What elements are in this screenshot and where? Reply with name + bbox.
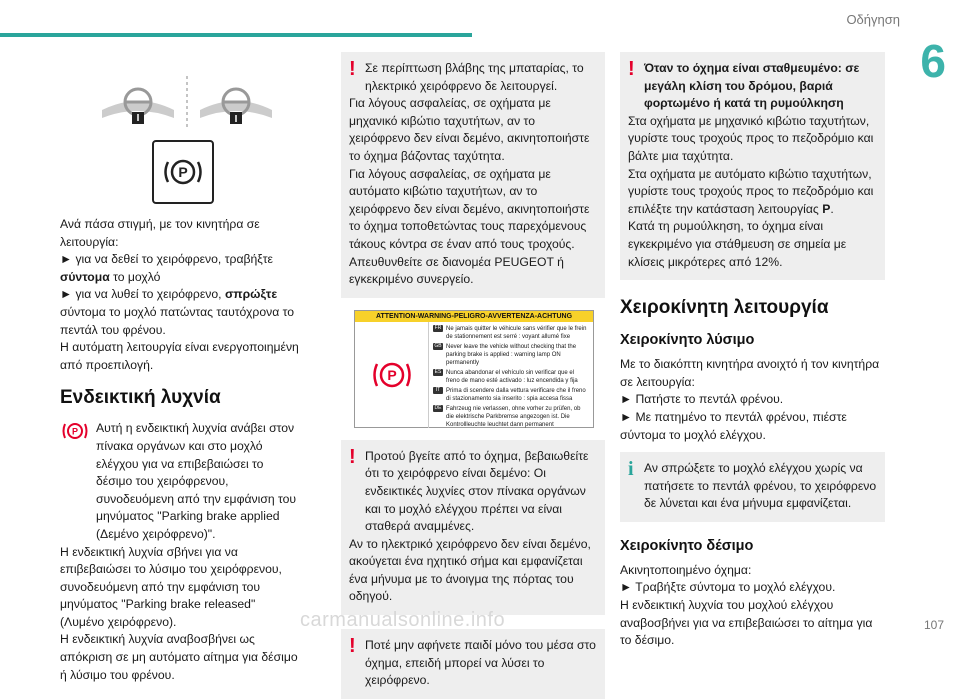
label-line: DE Fahrzeug nie verlassen, ohne vorher zu prüfen, ob die elektrische Parkbremse angezogen ist. Die Kontrollleuchte leuchtet dann permanent xyxy=(434,404,581,428)
warning-box-slope xyxy=(620,52,885,280)
indicator-applied-text: Αυτή η ενδεικτική λυχνία ανάβει στον πίνακα οργάνων και στο μοχλό ελέγχου για να επιβεβαιώσει το δέσιμο του χειρόφρενου, συνοδευόμενη από την εμφάνιση του μηνύματος "Parking brake applied (Δεμένο χειρόφρενο)". xyxy=(96,421,297,541)
label-line: GB Never leave the vehicle without checking that the parking brake is applied : warning lamp ON permanently xyxy=(434,342,577,366)
lever-pull-illustration xyxy=(98,74,178,130)
warning-manual-gearbox-text: Για λόγους ασφαλείας, σε οχήματα με μηχανικό κιβώτιο ταχυτήτων, αν το χειρόφρενο δεν είναι δεμένο, ακινητοποιήστε το όχημα βάζοντας ταχύτητα. xyxy=(349,96,590,163)
lever-push-illustration xyxy=(196,74,276,130)
parking-brake-icon xyxy=(161,155,205,189)
manual-operation-heading: Χειροκίνητη λειτουργία xyxy=(620,297,829,319)
info-icon: i xyxy=(628,458,634,481)
release-instruction: ► για να λυθεί το χειρόφρενο, σπρώξτε σύντομα το μοχλό πατώντας ταυτόχρονα το πεντάλ του φρένου. xyxy=(60,287,295,337)
warning-box-child xyxy=(341,629,605,699)
label-line: IT Prima di scendere dalla vettura verificare che il freno di stazionamento sia inserito : spia accesa fissa xyxy=(433,387,589,403)
column-left xyxy=(60,52,300,684)
warning-box-battery xyxy=(341,52,605,298)
towing-text: Κατά τη ρυμούλκηση, το όχημα είναι εγκεκριμένο για στάθμευση σε σημεία με κλίσεις μικρότερες από 12%. xyxy=(628,219,847,269)
apply-indicator-text: Η ενδεικτική λυχνία του μοχλού ελέγχου αναβοσβήνει για να επιβεβαιώσει το αίτημα για το δέσιμο. xyxy=(620,598,873,648)
label-title: ATTENTION-WARNING-PELIGRO-AVVERTENZA-ACHTUNG xyxy=(355,311,593,322)
label-line: FR Ne jamais quitter le véhicule sans vérifier que le frein de stationnement est serré : voyant allumé fixe xyxy=(434,324,587,340)
apply-condition-text: Ακινητοποιημένο όχημα: xyxy=(620,562,752,577)
manual-apply-heading: Χειροκίνητο δέσιμο xyxy=(620,537,754,554)
warning-label-image xyxy=(354,310,594,428)
indicator-flashing-text: Η ενδεικτική λυχνία αναβοσβήνει ως απόκριση σε μη αυτόματο αίτημα για δέσιμο ή λύσιμο του φρένου. xyxy=(60,632,298,682)
release-condition-text: Με το διακόπτη κινητήρα ανοιχτό ή τον κινητήρα σε λειτουργία: xyxy=(620,357,880,389)
manual-release-heading: Χειροκίνητο λύσιμο xyxy=(620,332,755,349)
intro-text: Ανά πάσα στιγμή, με τον κινητήρα σε λειτουργία: xyxy=(60,217,260,249)
lever-illustration xyxy=(74,68,300,130)
warning-icon: ! xyxy=(349,635,356,658)
svg-text:P: P xyxy=(178,164,188,180)
parking-brake-label-icon xyxy=(368,358,416,392)
section-title: Οδήγηση xyxy=(846,12,900,27)
label-lines xyxy=(429,322,593,428)
slope-manual-text: Στα οχήματα με μηχανικό κιβώτιο ταχυτήτων, γυρίστε τους τροχούς προς το πεζοδρόμιο και βάλτε μια ταχύτητα. xyxy=(628,113,874,163)
warning-child-text: Ποτέ μην αφήνετε παιδί μόνο του μέσα στο όχημα, επειδή μπορεί να λύσει το χειρόφρενο. xyxy=(365,638,596,688)
warning-icon: ! xyxy=(349,58,356,80)
divider-dashed xyxy=(184,74,190,130)
column-middle xyxy=(341,52,605,699)
info-box xyxy=(620,452,885,522)
info-text: Αν σπρώξετε το μοχλό ελέγχου χωρίς να πατήσετε το πεντάλ φρένου, το χειρόφρενο δε λύνεται και ένα μήνυμα εμφανίζεται. xyxy=(644,461,877,511)
warning-battery-text: Σε περίπτωση βλάβης της μπαταρίας, το ηλεκτρικό χειρόφρενο δε λειτουργεί. xyxy=(365,61,584,93)
svg-text:P: P xyxy=(386,366,397,383)
warning-door-text: Αν το ηλεκτρικό χειρόφρενο δεν είναι δεμένο, ακούγεται ένα ηχητικό σήμα και εμφανίζεται ένα μήνυμα με το άνοιγμα της πόρτας του οδηγού. xyxy=(349,536,591,604)
svg-text:P: P xyxy=(71,426,79,437)
auto-default-text: Η αυτόματη λειτουργία είναι ενεργοποιημένη από προεπιλογή. xyxy=(60,340,299,372)
indicator-block xyxy=(60,420,300,543)
warning-icon: ! xyxy=(349,445,356,468)
page-number: 107 xyxy=(923,618,944,632)
parking-brake-warning-icon xyxy=(60,420,90,442)
header-accent-bar xyxy=(0,33,472,37)
chapter-number: 6 xyxy=(920,35,946,87)
column-right xyxy=(620,52,885,650)
warning-icon: ! xyxy=(628,58,635,80)
warning-auto-gearbox-text: Για λόγους ασφαλείας, σε οχήματα με αυτόματο κιβώτιο ταχυτήτων, αν το χειρόφρενο δεν είναι δεμένο, ακινητοποιήστε το όχημα τοποθετώντας τους παρεχόμενους τάκους κόντρα σε έναν από τους τροχούς. xyxy=(349,166,590,251)
warning-dealer-text: Απευθυνθείτε σε διανομέα PEUGEOT ή εγκεκριμένο συνεργείο. xyxy=(349,254,564,287)
parking-brake-switch xyxy=(152,140,214,204)
warning-slope-title: Όταν το όχημα είναι σταθμευμένο: σε μεγάλη κλίση του δρόμου, βαριά φορτωμένο ή κατά τη ρυμούλκηση xyxy=(644,61,860,111)
apply-instruction: ► για να δεθεί το χειρόφρενο, τραβήξτε σύντομα το μοχλό xyxy=(60,252,273,284)
warning-box-leaving xyxy=(341,440,605,615)
watermark: carmanualsonline.info xyxy=(300,609,506,631)
indicator-heading: Ενδεικτική λυχνία xyxy=(60,387,221,409)
warning-leaving-text: Προτού βγείτε από το όχημα, βεβαιωθείτε ότι το χειρόφρενο είναι δεμένο: Οι ενδεικτικές λυχνίες στον πίνακα οργάνων και το μοχλό ελέγχου πρέπει να είναι σταθερά αναμμένες. xyxy=(365,448,589,534)
release-step-1: ► Πατήστε το πεντάλ φρένου. xyxy=(620,392,784,407)
indicator-released-text: Η ενδεικτική λυχνία σβήνει για να επιβεβαιώσει το λύσιμο του χειρόφρενου, συνοδευόμενη από την εμφάνιση του μηνύματος "Parking brake released" (Λυμένο χειρόφρενο). xyxy=(60,544,282,629)
label-line: ES Nunca abandonar el vehículo sin verificar que el freno de mano esté activado : luz encendida y fija xyxy=(434,368,578,384)
slope-auto-text: Στα οχήματα με αυτόματο κιβώτιο ταχυτήτων, γυρίστε τους τροχούς προς το πεζοδρόμιο και επιλέξτε την κατάσταση λειτουργίας P. xyxy=(628,166,874,216)
release-step-2: ► Με πατημένο το πεντάλ φρένου, πιέστε σύντομα το μοχλό ελέγχου. xyxy=(620,409,847,442)
apply-step-1: ► Τραβήξτε σύντομα το μοχλό ελέγχου. xyxy=(620,580,836,595)
